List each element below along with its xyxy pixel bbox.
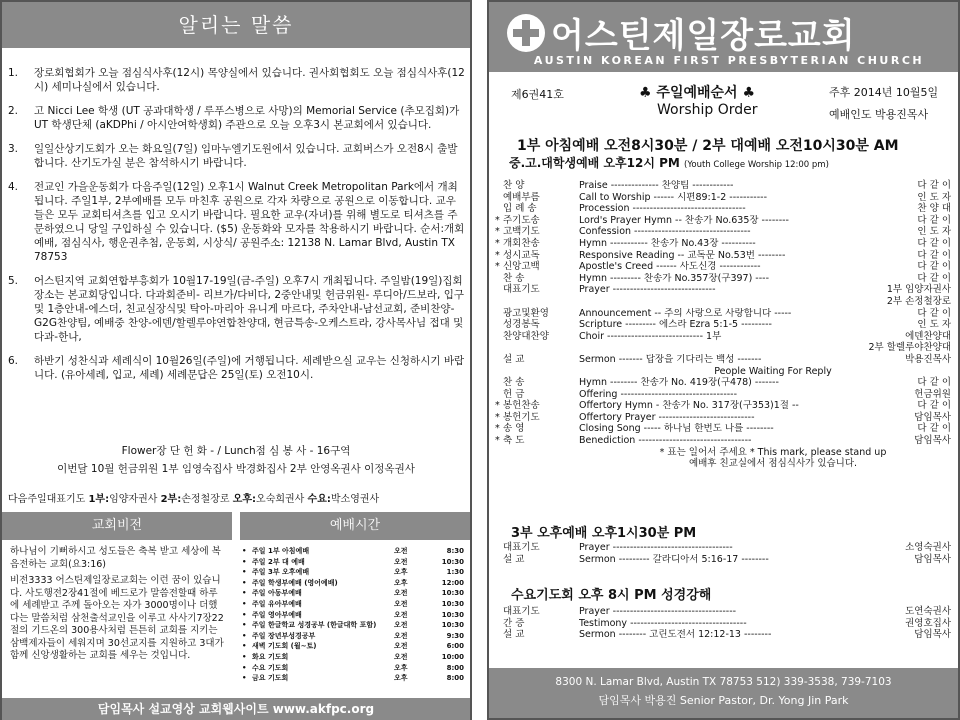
order-note: * 표는 일어서 주세요 * This mark, please stand up: [659, 446, 887, 458]
order-item-leader: 2부 할렐루야찬양대: [868, 342, 951, 354]
order-item-korean: 봉헌기도: [503, 411, 540, 423]
youth-service-heading: [509, 154, 829, 171]
order-item-leader: 인 도 자: [917, 226, 951, 238]
stand-mark: *: [495, 249, 500, 261]
senior-pastor: 담임목사 박용진 Senior Pastor, Dr. Yong Jin Park: [598, 694, 849, 707]
next-prayer-name-1: 임양자권사: [109, 494, 158, 505]
order-item-detail: Offertory Hymn - 찬송가 No. 317장(구353)1절 --: [579, 400, 799, 412]
worship-time-ampm: 오전: [394, 631, 408, 640]
next-prayer-name-3: 오숙희권사: [256, 494, 305, 505]
order-row: [495, 389, 955, 401]
worship-time-value: 8:30: [446, 547, 464, 555]
announcement-text: 고 Nicci Lee 학생 (UT 공과대학생 / 루푸스병으로 사망)의 Memorial Service (추모집회)가 UT 학생단체 (aKDPhi / 아시안여학생회) 주관으로 오늘 오후3시 본교회에서 있습니다.: [34, 105, 460, 131]
worship-times-list: [238, 544, 468, 694]
church-contact-footer: [489, 668, 958, 718]
order-note: People Waiting For Reply: [714, 365, 832, 377]
worship-time-name: 금요 기도회: [252, 674, 289, 683]
order-row: [495, 296, 955, 308]
announcement-item: [8, 104, 466, 132]
order-item-leader: 권영호집사: [905, 617, 951, 629]
order-row: [495, 412, 955, 424]
order-item-leader: 인 도 자: [917, 319, 951, 331]
bullet-icon: •: [242, 568, 247, 577]
order-item-leader: 도연숙권사: [905, 606, 951, 617]
order-item-detail: Choir ---------------------------- 1부: [579, 330, 722, 342]
order-item-korean: 예배부름: [503, 191, 540, 203]
worship-time-name: 주일 1부 아침예배: [252, 547, 310, 555]
worship-time-value: 8:00: [446, 674, 464, 683]
order-item-detail: Hymn -------- 찬송가 No. 419장(구478) -------: [579, 377, 779, 389]
order-row: [495, 342, 955, 354]
order-row: [495, 308, 955, 320]
announcement-number: 2.: [8, 105, 19, 117]
worship-time-ampm: 오전: [394, 610, 408, 619]
order-row: [495, 319, 955, 331]
worship-time-value: 10:30: [441, 557, 464, 566]
announcement-number: 5.: [8, 275, 19, 287]
worship-time-value: 9:30: [446, 631, 464, 640]
worship-time-value: 10:30: [441, 599, 464, 608]
order-item-leader: 에덴찬양대: [905, 330, 951, 342]
order-item-detail: Prayer ------------------------------: [579, 284, 716, 296]
announcement-item: [8, 354, 466, 382]
worship-time-name: 수요 기도회: [252, 663, 289, 672]
order-row: [495, 261, 955, 273]
worship-time-value: 10:30: [441, 589, 464, 598]
bullet-icon: •: [242, 652, 247, 661]
next-prayer-label-1: 1부:: [88, 494, 110, 505]
order-item-leader: 다 같 이: [917, 261, 951, 273]
order-item-detail: Confession ----------------------------------: [579, 226, 751, 238]
worship-time-value: 10:00: [441, 652, 464, 661]
order-item-korean: 고백기도: [503, 226, 540, 238]
announcement-number: 4.: [8, 181, 19, 193]
order-item-leader: 다 같 이: [917, 214, 951, 226]
order-row: [495, 377, 955, 389]
wednesday-service-heading: 수요기도회 오후 8시 PM 성경강해: [511, 588, 712, 603]
bullet-icon: •: [242, 578, 247, 587]
bullet-icon: •: [242, 663, 247, 672]
order-item-korean: 주기도송: [503, 214, 540, 226]
order-row: [495, 606, 955, 618]
order-item-detail: Offertory Prayer ----------------------------: [579, 411, 755, 423]
worship-time-name: 주일 2부 대 예배: [252, 557, 305, 566]
worship-order-english: Worship Order: [657, 102, 758, 118]
worship-time-row: [242, 588, 464, 599]
announcement-number: 1.: [8, 67, 19, 79]
worship-time-row: [242, 578, 464, 589]
worship-time-row: [242, 673, 464, 684]
order-item-detail: Closing Song ----- 하나님 한번도 나를 --------: [579, 423, 774, 435]
next-week-prayer-line: [8, 490, 468, 505]
order-item-korean: 설 교: [503, 353, 525, 365]
bullet-icon: •: [242, 557, 247, 566]
bullet-icon: •: [242, 547, 247, 555]
worship-time-row: [242, 652, 464, 663]
bullet-icon: •: [242, 642, 247, 651]
order-item-detail: Procession ---------------------------------: [579, 203, 746, 215]
order-item-korean: 간 증: [503, 617, 525, 629]
announcements-title: 알리는 말씀: [2, 2, 470, 48]
order-row: [495, 180, 955, 192]
order-item-leader: 담임목사: [914, 629, 951, 641]
worship-time-ampm: 오전: [394, 589, 408, 598]
announcement-number: 6.: [8, 355, 19, 367]
worship-time-value: 6:00: [446, 642, 464, 651]
wednesday-service-order: [495, 606, 955, 641]
order-item-leader: 다 같 이: [917, 237, 951, 249]
order-item-korean: 봉헌찬송: [503, 400, 540, 412]
worship-order-title: ♣ 주일예배순서 ♣: [639, 85, 755, 101]
announcement-item: [8, 142, 466, 170]
website-footer[interactable]: 담임목사 설교영상 교회웹사이트 www.akfpc.org: [2, 698, 470, 720]
order-item-detail: Lord's Prayer Hymn -- 찬송가 No.635장 --------: [579, 214, 789, 226]
order-item-leader: 2부 손정철장로: [886, 295, 951, 307]
vision-motto: 하나님이 기뻐하시고 성도들은 축복 받고 세상에 복음전하는 교회(요3:16): [10, 546, 221, 570]
afternoon-service-order: [495, 542, 955, 565]
worship-time-ampm: 오후: [394, 674, 408, 683]
issue-number: 제6권41호: [511, 88, 564, 101]
announcement-item: [8, 66, 466, 94]
order-item-korean: 성시교독: [503, 249, 540, 261]
order-item-detail: Praise -------------- 찬양팀 ------------: [579, 180, 734, 191]
worship-time-name: 주일 아동부예배: [252, 589, 302, 598]
worship-time-ampm: 오전: [394, 599, 408, 608]
worship-times-title: 예배시간: [240, 512, 470, 540]
worship-time-ampm: 오전: [394, 557, 408, 566]
worship-time-name: 주일 학생부예배 (영어예배): [252, 578, 338, 587]
youth-service-label: 중.고.대학생예배 오후12시 PM: [509, 156, 680, 170]
order-row: [495, 250, 955, 262]
order-item-korean: 광고및환영: [503, 307, 549, 319]
order-item-detail: Sermon --------- 갈라디아서 5:16-17 --------: [579, 553, 769, 565]
order-item-detail: Prayer -----------------------------------: [579, 542, 733, 553]
bottom-section-headers: [2, 512, 470, 540]
worship-time-row: [242, 546, 464, 557]
order-item-korean: 대표기도: [503, 284, 540, 296]
offering-committee-line: 이번달 10월 헌금위원 1부 임영숙집사 박경화집사 2부 안영옥권사 이정옥권사: [57, 463, 415, 475]
order-item-detail: Sermon ------- 답장을 기다리는 백성 -------: [579, 353, 762, 365]
bulletin-date: 주후 2014년 10월5일: [829, 86, 939, 99]
afternoon-service-heading: 3부 오후예배 오후1시30분 PM: [511, 526, 697, 541]
bullet-icon: •: [242, 599, 247, 608]
order-item-leader: 소영숙권사: [905, 542, 951, 553]
order-item-detail: Sermon -------- 고린도전서 12:12-13 --------: [579, 629, 772, 641]
order-item-korean: 찬양대찬양: [503, 330, 549, 342]
worship-time-value: 10:30: [441, 621, 464, 630]
order-item-leader: 다 같 이: [917, 400, 951, 412]
order-item-korean: 송 영: [503, 423, 525, 435]
worship-time-row: [242, 631, 464, 642]
order-item-detail: Hymn --------- 찬송가 No.357장(구397) ----: [579, 272, 770, 284]
order-item-korean: 설 교: [503, 629, 525, 641]
stand-mark: *: [495, 261, 500, 273]
worship-time-row: [242, 663, 464, 674]
worship-time-ampm: 오후: [394, 568, 408, 577]
vision-3333: 비전3333 어스틴제일장로교회는 이런 꿈이 있습니다. 사도행전2장41절에 베드로가 말씀전할때 하루에 세례받고 주께 돌아오는 자가 3000명이나 더했다는 말씀처럼 삼천출석교인을 이루고 사사기7장22절의 기드온의 300용사처럼 튼튼히 교회를 지키는 삼백제자들이 세워지며 30선교지를 지원하고 3대가 함께 신앙생활하는 교회를 세우는 것입니다.: [10, 575, 224, 661]
order-item-detail: Responsive Reading -- 교독문 No.53번 --------: [579, 249, 786, 261]
order-item-korean: 찬 송: [503, 377, 525, 389]
stand-mark: *: [495, 237, 500, 249]
order-item-leader: 다 같 이: [917, 377, 951, 389]
order-item-leader: 다 같 이: [917, 423, 951, 435]
order-row: [495, 215, 955, 227]
order-item-korean: 찬 송: [503, 272, 525, 284]
order-item-korean: 설 교: [503, 553, 525, 565]
flower-lunch-line: Flower장 단 헌 화 - / Lunch점 심 봉 사 - 16구역: [121, 445, 351, 457]
worship-time-value: 12:00: [441, 578, 464, 587]
stand-mark: *: [495, 214, 500, 226]
order-row: [495, 618, 955, 630]
order-row: [495, 554, 955, 566]
order-item-korean: 헌 금: [503, 388, 525, 400]
worship-time-row: [242, 610, 464, 621]
order-row: [495, 192, 955, 204]
worship-time-name: 주일 장년부성경공부: [252, 631, 316, 640]
order-item-detail: Benediction ---------------------------------: [579, 435, 752, 447]
order-row: [495, 447, 955, 459]
worship-time-value: 8:00: [446, 663, 464, 672]
order-row: [495, 458, 955, 470]
announcements-panel: [0, 0, 472, 720]
order-item-korean: 축 도: [503, 435, 525, 447]
order-item-leader: 담임목사: [914, 553, 951, 565]
worship-time-row: [242, 557, 464, 568]
order-item-leader: 찬 양 대: [917, 203, 951, 215]
worship-leader: 예배인도 박용진목사: [829, 108, 929, 121]
order-row: [495, 542, 955, 554]
stand-mark: *: [495, 411, 500, 423]
announcement-item: [8, 180, 466, 264]
worship-time-value: 10:30: [441, 610, 464, 619]
next-prayer-name-2: 손정철장로: [181, 494, 230, 505]
order-row: [495, 629, 955, 641]
sunday-service-heading: 1부 아침예배 오전8시30분 / 2부 대예배 오전10시30분 AM: [517, 138, 899, 154]
order-item-detail: Scripture --------- 에스라 Ezra 5:1-5 ---------: [579, 319, 772, 331]
announcement-text: 하반기 성찬식과 세례식이 10월26일(주일)에 거행됩니다. 세례받으실 교우는 신청하시기 바랍니다. (유아세례, 입교, 세례) 세례문답은 25일(토) 오전10시.: [34, 355, 465, 381]
order-item-leader: 박용진목사: [905, 353, 951, 365]
order-item-korean: 대표기도: [503, 606, 540, 617]
order-of-worship: [495, 180, 955, 470]
worship-time-ampm: 오전: [394, 652, 408, 661]
next-prayer-label-3: 오후:: [232, 494, 257, 505]
order-item-leader: 인 도 자: [917, 191, 951, 203]
bullet-icon: •: [242, 610, 247, 619]
order-row: [495, 331, 955, 343]
order-item-korean: 성경봉독: [503, 319, 540, 331]
order-item-korean: 찬 양: [503, 180, 525, 191]
worship-time-name: 주일 유아부예배: [252, 599, 302, 608]
worship-time-ampm: 오후: [394, 578, 408, 587]
stand-mark: *: [495, 226, 500, 238]
order-item-korean: 개회찬송: [503, 237, 540, 249]
worship-time-name: 주일 영아부예배: [252, 610, 302, 619]
worship-time-row: [242, 599, 464, 610]
worship-time-row: [242, 620, 464, 631]
order-item-leader: 다 같 이: [917, 272, 951, 284]
order-item-korean: 대표기도: [503, 542, 540, 553]
next-prayer-prefix: 다음주일대표기도: [8, 494, 86, 505]
order-item-detail: Announcement -- 주의 사랑으로 사랑합니다 -----: [579, 307, 792, 319]
next-prayer-label-2: 2부:: [160, 494, 182, 505]
announcement-item: [8, 274, 466, 344]
stand-mark: *: [495, 435, 500, 447]
order-row: [495, 273, 955, 285]
church-vision: [4, 542, 232, 696]
announcement-text: 일일산상기도회가 오는 화요일(7일) 임마누엘기도원에서 있습니다. 교회버스가 오전8시 출발합니다. 산기도가실 분은 참석하시기 바랍니다.: [34, 143, 458, 169]
bullet-icon: •: [242, 674, 247, 683]
order-item-detail: Prayer ------------------------------------: [579, 606, 737, 617]
bullet-icon: •: [242, 621, 247, 630]
order-row: [495, 284, 955, 296]
order-item-korean: 입 례 송: [503, 203, 537, 215]
church-name-english: AUSTIN KOREAN FIRST PRESBYTERIAN CHURCH: [533, 54, 925, 67]
announcement-list: [8, 66, 466, 392]
stand-mark: *: [495, 400, 500, 412]
bullet-icon: •: [242, 589, 247, 598]
order-item-leader: 담임목사: [914, 411, 951, 423]
worship-time-ampm: 오전: [394, 547, 408, 555]
order-row: [495, 435, 955, 447]
vision-title: 교회비전: [2, 512, 232, 540]
church-header: [489, 2, 958, 72]
order-item-leader: 1부 임양자권사: [886, 284, 951, 296]
stand-mark: *: [495, 423, 500, 435]
announcement-text: 전교인 가을운동회가 다음주일(12일) 오후1시 Walnut Creek Metropolitan Park에서 개최됩니다. 주일1부, 2부예배를 모두 마친후 공원으로 각자 차량으로 공원으로 이동합니다. 교우들은 모두 교회티셔츠를 입고 오시기 바랍니다. 필요한 교우(자녀)를 위해 별도로 티셔츠를 주문하였으니 당일 구입하실 수 있습니다. ($5) 운동화와 모자를 착용하시기 바랍니다. 순서:개회예배, 점심식사, 행운권추첨, 운동회, 시상식/ 공원주소: 12138 N. Lamar Blvd, Austin TX 78753: [34, 181, 465, 263]
worship-time-ampm: 오전: [394, 642, 408, 651]
worship-time-name: 주일 한글학교 성경공부 (한글대학 포함): [252, 621, 377, 630]
order-item-leader: 헌금위원: [914, 388, 951, 400]
worship-time-row: [242, 567, 464, 578]
next-prayer-name-4: 박소영권사: [330, 494, 380, 505]
order-note: 예배후 친교실에서 점심식사가 있습니다.: [688, 458, 858, 470]
order-row: [495, 354, 955, 366]
cross-icon: [507, 14, 545, 52]
worship-time-name: 화요 기도회: [252, 652, 289, 661]
order-item-leader: 담임목사: [914, 435, 951, 447]
order-item-leader: 다 같 이: [917, 180, 951, 191]
announcement-number: 3.: [8, 143, 19, 155]
worship-time-row: [242, 641, 464, 652]
order-row: [495, 423, 955, 435]
worship-time-ampm: 오전: [394, 621, 408, 630]
announcement-text: 장로회협회가 오늘 점심식사후(12시) 목양실에서 있습니다. 권사회협회도 오늘 점심식사후(12시) 세미나실에서 있습니다.: [34, 67, 465, 93]
order-row: [495, 238, 955, 250]
worship-time-name: 주일 3부 오후예배: [252, 568, 310, 577]
bullet-icon: •: [242, 631, 247, 640]
order-item-leader: 다 같 이: [917, 307, 951, 319]
order-row: [495, 226, 955, 238]
worship-time-value: 1:30: [446, 568, 464, 577]
order-row: [495, 366, 955, 378]
youth-service-note: (Youth College Worship 12:00 pm): [684, 160, 829, 170]
order-item-detail: Call to Worship ------ 시편89:1-2 -----------: [579, 191, 767, 203]
order-item-detail: Testimony ----------------------------------: [579, 617, 747, 629]
order-item-leader: 다 같 이: [917, 249, 951, 261]
next-prayer-label-4: 수요:: [307, 494, 331, 505]
announcement-text: 어스틴지역 교회연합부흥회가 10월17-19일(금-주일) 오후7시 개최됩니다. 주일밤(19일)집회장소는 본교회당입니다. 다과회준비- 리브가/다비다, 2중안내및 헌금위원- 루디아/드보라, 입구및 1층안내-에스더, 친교실장식및 탁아-마리아 유니게 마르다, 주차안내-남선교회, 준비찬양-G2G찬양팀, 예배중 찬양-에덴/할렐루야연합찬양대, 현금특송-오케스트라, 강사목사님 접대 및 다과-한나,: [34, 275, 464, 343]
order-item-detail: Offering ----------------------------------: [579, 388, 738, 400]
order-item-detail: Apostle's Creed ------ 사도신경 ------------: [579, 261, 761, 273]
order-row: [495, 400, 955, 412]
church-name: 어스틴제일장로교회: [551, 16, 856, 56]
worship-time-ampm: 오후: [394, 663, 408, 672]
worship-time-name: 새벽 기도회 (월~토): [252, 642, 317, 651]
order-item-detail: Hymn ----------- 찬송가 No.43장 ----------: [579, 237, 756, 249]
worship-order-panel: [487, 0, 960, 720]
order-row: [495, 203, 955, 215]
order-item-korean: 신앙고백: [503, 261, 540, 273]
church-address: 8300 N. Lamar Blvd, Austin TX 78753 512) 339-3538, 739-7103: [555, 676, 892, 688]
